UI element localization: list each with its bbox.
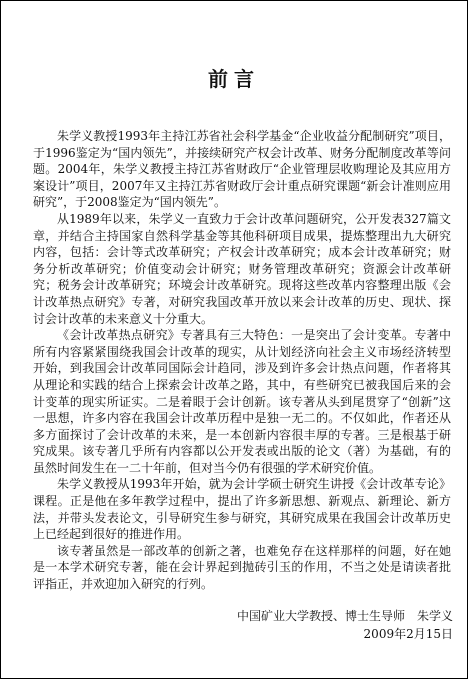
page-title: 前言	[208, 67, 260, 91]
signature-author: 中国矿业大学教授、博士生导师 朱学义	[236, 609, 453, 623]
paragraph-1: 朱学义教授1993年主持江苏省社会科学基金“企业收益分配制研究”项目，于1996鉴定为“国内领先”，并接续研究产权会计改革、财务分配制度改革等问题。2004年，朱学义教授主持江苏省财政厅“企业管理层收购理论及其应用方案设计”项目，2007年又主持江苏省财政厅会计重点研究课题“新会计准则应用研究”，于2008鉴定为“国内领先”。	[33, 129, 451, 210]
signature-block	[237, 607, 453, 643]
paragraph-5: 该专著虽然是一部改革的创新之著，也难免存在这样那样的问题，好在她是一本学术研究专著，能在会计界起到抛砖引玉的作用，不当之处是请读者批评指正，并欢迎加入研究的行列。	[33, 543, 451, 592]
paragraph-2: 从1989年以来，朱学义一直致力于会计改革问题研究，公开发表327篇文章，并结合主持国家自然科学基金等其他科研项目成果，提炼整理出九大研究内容，包括：会计等式改革研究；产权会计改革研究；成本会计改革研究；财务分析改革研究；价值变动会计研究；财务管理改革研究；资源会计改革研究；税务会计改革研究；环境会计改革研究。现将这些改革内容整理出版《会计改革热点研究》专著，对研究我国改革开放以来会计改革的历史、现状、探讨会计改革的未来意义十分重大。	[33, 211, 451, 326]
paragraph-3: 《会计改革热点研究》专著具有三大特色：一是突出了会计变革。专著中所有内容紧紧围绕我国会计改革的现实，从计划经济向社会主义市场经济转型开始，到我国会计改革同国际会计趋同，涉及到许多会计热点问题，作者将其从理论和实践的结合上探索会计改革之路，其中，有些研究已被我国后来的会计变革的现实所证实。二是着眼于会计创新。该专著从头到尾贯穿了“创新”这一思想，许多内容在我国会计改革历程中是独一无二的。不仅如此，作者还从多方面探讨了会计改革的未来，是一本创新内容很丰厚的专著。三是根基于研究成果。该专著几乎所有内容都以公开发表或出版的论文（著）为基础，有的虽然时间发生在一二十年前，但对当今仍有很强的学术研究价值。	[33, 328, 451, 475]
paragraph-4: 朱学义教授从1993年开始，就为会计学硕士研究生讲授《会计改革专论》课程。正是他在多年教学过程中，提出了许多新思想、新观点、新理论、新方法，并带头发表论文，引导研究生参与研究，其研究成果在我国会计改革历史上已经起到很好的推进作用。	[33, 477, 451, 542]
preface-body	[33, 128, 451, 593]
signature-date: 2009年2月15日	[363, 627, 453, 641]
